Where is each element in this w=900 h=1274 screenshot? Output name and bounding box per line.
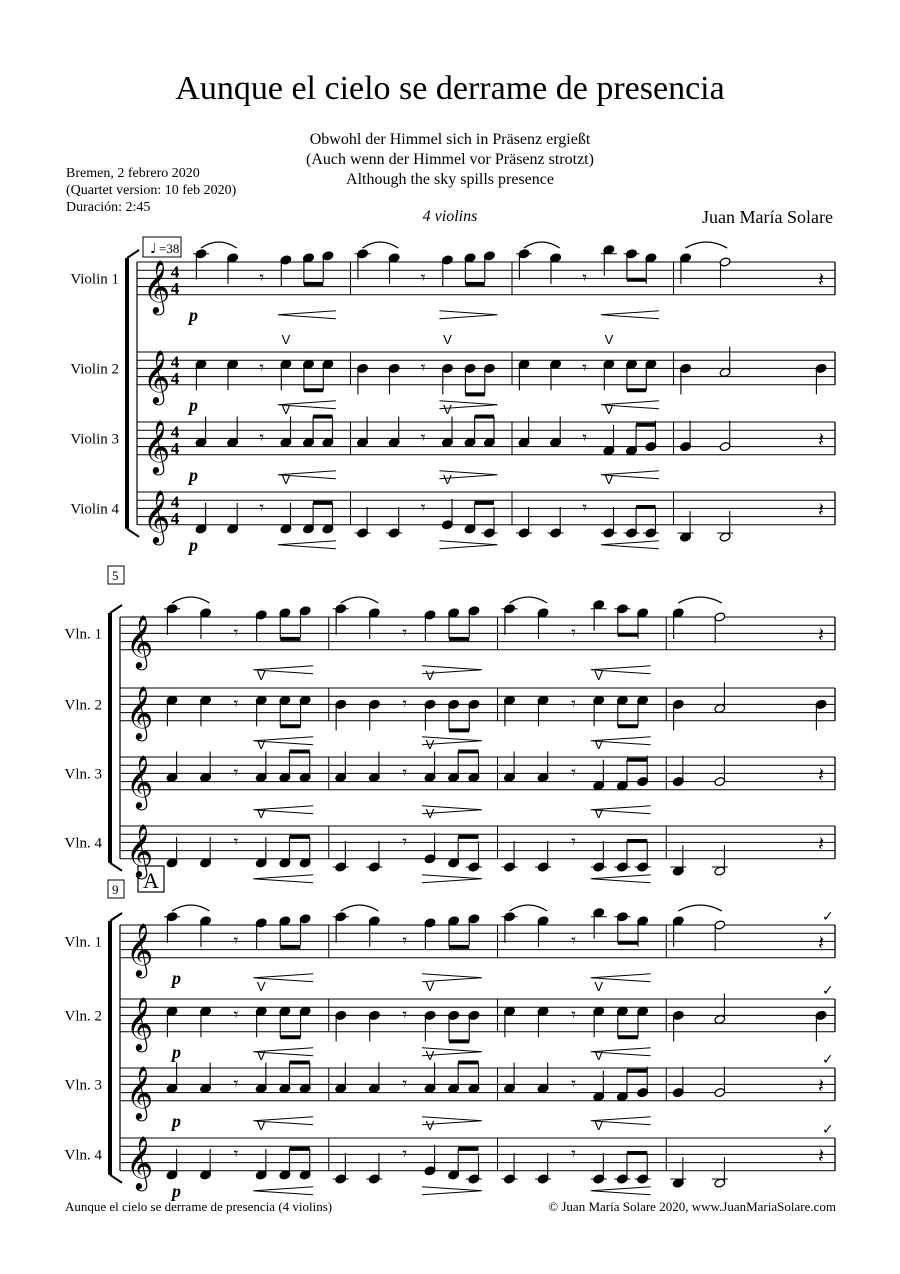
treble-clef: 𝄞 (126, 921, 154, 976)
up-bow-mark: V (604, 332, 614, 347)
up-bow-mark: V (256, 668, 266, 683)
bracket-hook-bottom (127, 529, 139, 537)
subtitle-german-alt: (Auch wenn der Himmel vor Präsenz strotzt) (306, 151, 594, 168)
eighth-rest: 𝄾 (402, 693, 408, 715)
measure-number: 5 (112, 568, 119, 583)
quarter-rest: 𝄽 (818, 622, 825, 647)
up-bow-mark: V (425, 1118, 435, 1133)
time-signature-top: 4 (170, 262, 180, 282)
eighth-rest: 𝄾 (420, 427, 426, 449)
eighth-rest: 𝄾 (571, 1004, 576, 1026)
up-bow-mark: V (281, 402, 291, 417)
tempo-marking: =38 (159, 241, 180, 256)
eighth-rest: 𝄾 (233, 831, 239, 853)
eighth-rest: 𝄾 (582, 427, 588, 449)
dynamic-piano: p (172, 1041, 181, 1062)
eighth-rest: 𝄾 (582, 267, 588, 289)
bracket-hook-top (110, 913, 122, 921)
eighth-rest: 𝄾 (259, 267, 265, 289)
eighth-rest: 𝄾 (259, 357, 265, 379)
staff-label: Violin 1 (70, 271, 119, 288)
crescendo (253, 1187, 313, 1195)
treble-clef: 𝄞 (126, 1134, 154, 1189)
slur (510, 597, 548, 603)
slur (172, 597, 210, 603)
up-bow-mark: V (256, 979, 266, 994)
crescendo (253, 875, 313, 883)
eighth-rest: 𝄾 (402, 1143, 408, 1165)
slur (341, 597, 379, 603)
treble-clef: 𝄞 (143, 488, 171, 543)
time-signature-bottom: 4 (170, 278, 180, 298)
eighth-rest: 𝄾 (571, 622, 576, 644)
instrumentation: 4 violins (422, 208, 478, 225)
dynamic-piano: p (172, 1110, 181, 1131)
eighth-rest: 𝄾 (233, 1004, 239, 1026)
treble-clef: 𝄞 (126, 753, 154, 808)
check-mark-icon: ✓ (822, 1122, 834, 1138)
treble-clef: 𝄞 (143, 418, 171, 473)
time-signature-bottom: 4 (170, 508, 180, 528)
quarter-rest: 𝄽 (818, 831, 825, 856)
dynamic-piano: p (189, 394, 198, 415)
up-bow-mark: V (256, 806, 266, 821)
dynamic-piano: p (189, 464, 198, 485)
quarter-rest: 𝄽 (818, 497, 825, 522)
page-title: Aunque el cielo se derrame de presencia (175, 70, 725, 107)
eighth-rest: 𝄾 (233, 1073, 239, 1095)
staff-label: Vln. 3 (64, 1077, 102, 1094)
eighth-rest: 𝄾 (571, 831, 576, 853)
footer-title: Aunque el cielo se derrame de presencia (4 violins) (65, 1199, 333, 1214)
treble-clef: 𝄞 (126, 822, 154, 877)
staff-label: Violin 4 (70, 501, 119, 518)
up-bow-mark: V (256, 1118, 266, 1133)
dynamic-piano: p (172, 967, 181, 988)
eighth-rest: 𝄾 (233, 762, 239, 784)
up-bow-mark: V (281, 472, 291, 487)
quarter-rest: 𝄽 (818, 1143, 825, 1168)
eighth-rest: 𝄾 (233, 930, 239, 952)
slur (678, 905, 722, 911)
slur (172, 905, 210, 911)
up-bow-mark: V (594, 979, 604, 994)
staff-label: Vln. 2 (64, 697, 102, 714)
eighth-rest: 𝄾 (402, 1004, 408, 1026)
crescendo (601, 541, 659, 549)
eighth-rest: 𝄾 (420, 497, 426, 519)
tempo-note-icon: ♩ (150, 241, 157, 257)
bracket-hook-bottom (110, 1175, 122, 1183)
up-bow-mark: V (604, 472, 614, 487)
eighth-rest: 𝄾 (582, 357, 588, 379)
treble-clef: 𝄞 (143, 348, 171, 403)
eighth-rest: 𝄾 (571, 930, 576, 952)
duration: Duración: 2:45 (66, 200, 151, 215)
eighth-rest: 𝄾 (582, 497, 588, 519)
bracket-hook-bottom (110, 863, 122, 871)
crescendo (601, 311, 659, 319)
decrescendo (439, 541, 497, 549)
staff-label: Vln. 4 (64, 1147, 102, 1164)
staff-label: Vln. 3 (64, 766, 102, 783)
footer-copyright: © Juan María Solare 2020, www.JuanMariaSolare.com (548, 1199, 836, 1214)
staff-label: Vln. 4 (64, 835, 102, 852)
up-bow-mark: V (425, 668, 435, 683)
treble-clef: 𝄞 (126, 684, 154, 739)
time-signature-top: 4 (170, 352, 180, 372)
up-bow-mark: V (425, 806, 435, 821)
eighth-rest: 𝄾 (571, 1143, 576, 1165)
eighth-rest: 𝄾 (259, 497, 265, 519)
crescendo (278, 541, 336, 549)
up-bow-mark: V (594, 668, 604, 683)
decrescendo (422, 875, 482, 883)
up-bow-mark: V (604, 402, 614, 417)
up-bow-mark: V (594, 1048, 604, 1063)
up-bow-mark: V (594, 737, 604, 752)
eighth-rest: 𝄾 (402, 762, 408, 784)
check-mark-icon: ✓ (822, 1052, 834, 1068)
measure-number: 9 (112, 882, 119, 897)
up-bow-mark: V (594, 1118, 604, 1133)
up-bow-mark: V (425, 737, 435, 752)
slur (678, 597, 722, 603)
time-signature-top: 4 (170, 422, 180, 442)
slur (686, 242, 728, 248)
time-signature-top: 4 (170, 492, 180, 512)
rehearsal-mark: A (143, 868, 159, 893)
eighth-rest: 𝄾 (233, 1143, 239, 1165)
date-place: Bremen, 2 febrero 2020 (66, 166, 200, 181)
treble-clef: 𝄞 (143, 258, 171, 313)
bracket-hook-top (110, 605, 122, 613)
staff-label: Vln. 1 (64, 934, 102, 951)
eighth-rest: 𝄾 (259, 427, 265, 449)
slur (201, 242, 237, 248)
up-bow-mark: V (425, 1048, 435, 1063)
up-bow-mark: V (443, 472, 452, 487)
subtitle-german: Obwohl der Himmel sich in Präsenz ergießt (309, 131, 591, 148)
quarter-rest: 𝄽 (818, 267, 825, 292)
quarter-rest: 𝄽 (818, 762, 825, 787)
quarter-rest: 𝄽 (818, 427, 825, 452)
crescendo (591, 875, 651, 883)
up-bow-mark: V (256, 1048, 266, 1063)
time-signature-bottom: 4 (170, 438, 180, 458)
check-mark-icon: ✓ (822, 909, 834, 925)
slur (363, 242, 399, 248)
time-signature-bottom: 4 (170, 368, 180, 388)
staff-label: Vln. 1 (64, 626, 102, 643)
treble-clef: 𝄞 (126, 613, 154, 668)
quarter-rest: 𝄽 (818, 930, 825, 955)
eighth-rest: 𝄾 (402, 930, 408, 952)
eighth-rest: 𝄾 (233, 693, 239, 715)
quarter-rest: 𝄽 (818, 1073, 825, 1098)
eighth-rest: 𝄾 (402, 831, 408, 853)
eighth-rest: 𝄾 (571, 1073, 576, 1095)
eighth-rest: 𝄾 (420, 267, 426, 289)
up-bow-mark: V (281, 332, 291, 347)
staff-label: Violin 3 (70, 431, 119, 448)
slur (510, 905, 548, 911)
eighth-rest: 𝄾 (402, 1073, 408, 1095)
eighth-rest: 𝄾 (571, 762, 576, 784)
up-bow-mark: V (443, 332, 452, 347)
quartet-version: (Quartet version: 10 feb 2020) (66, 183, 237, 198)
subtitle-english: Although the sky spills presence (346, 171, 554, 188)
dynamic-piano: p (172, 1180, 181, 1201)
eighth-rest: 𝄾 (233, 622, 239, 644)
treble-clef: 𝄞 (126, 1064, 154, 1119)
composer: Juan María Solare (702, 207, 833, 227)
check-mark-icon: ✓ (822, 983, 834, 999)
slur (341, 905, 379, 911)
bracket-hook-top (127, 250, 139, 258)
treble-clef: 𝄞 (126, 995, 154, 1050)
crescendo (591, 1187, 651, 1195)
decrescendo (422, 1187, 482, 1195)
dynamic-piano: p (189, 304, 198, 325)
eighth-rest: 𝄾 (420, 357, 426, 379)
eighth-rest: 𝄾 (402, 622, 408, 644)
crescendo (278, 311, 336, 319)
up-bow-mark: V (256, 737, 266, 752)
decrescendo (439, 311, 497, 319)
slur (524, 242, 560, 248)
dynamic-piano: p (189, 534, 198, 555)
up-bow-mark: V (443, 402, 452, 417)
staff-label: Violin 2 (70, 361, 119, 378)
up-bow-mark: V (594, 806, 604, 821)
up-bow-mark: V (425, 979, 435, 994)
eighth-rest: 𝄾 (571, 693, 576, 715)
staff-label: Vln. 2 (64, 1008, 102, 1025)
